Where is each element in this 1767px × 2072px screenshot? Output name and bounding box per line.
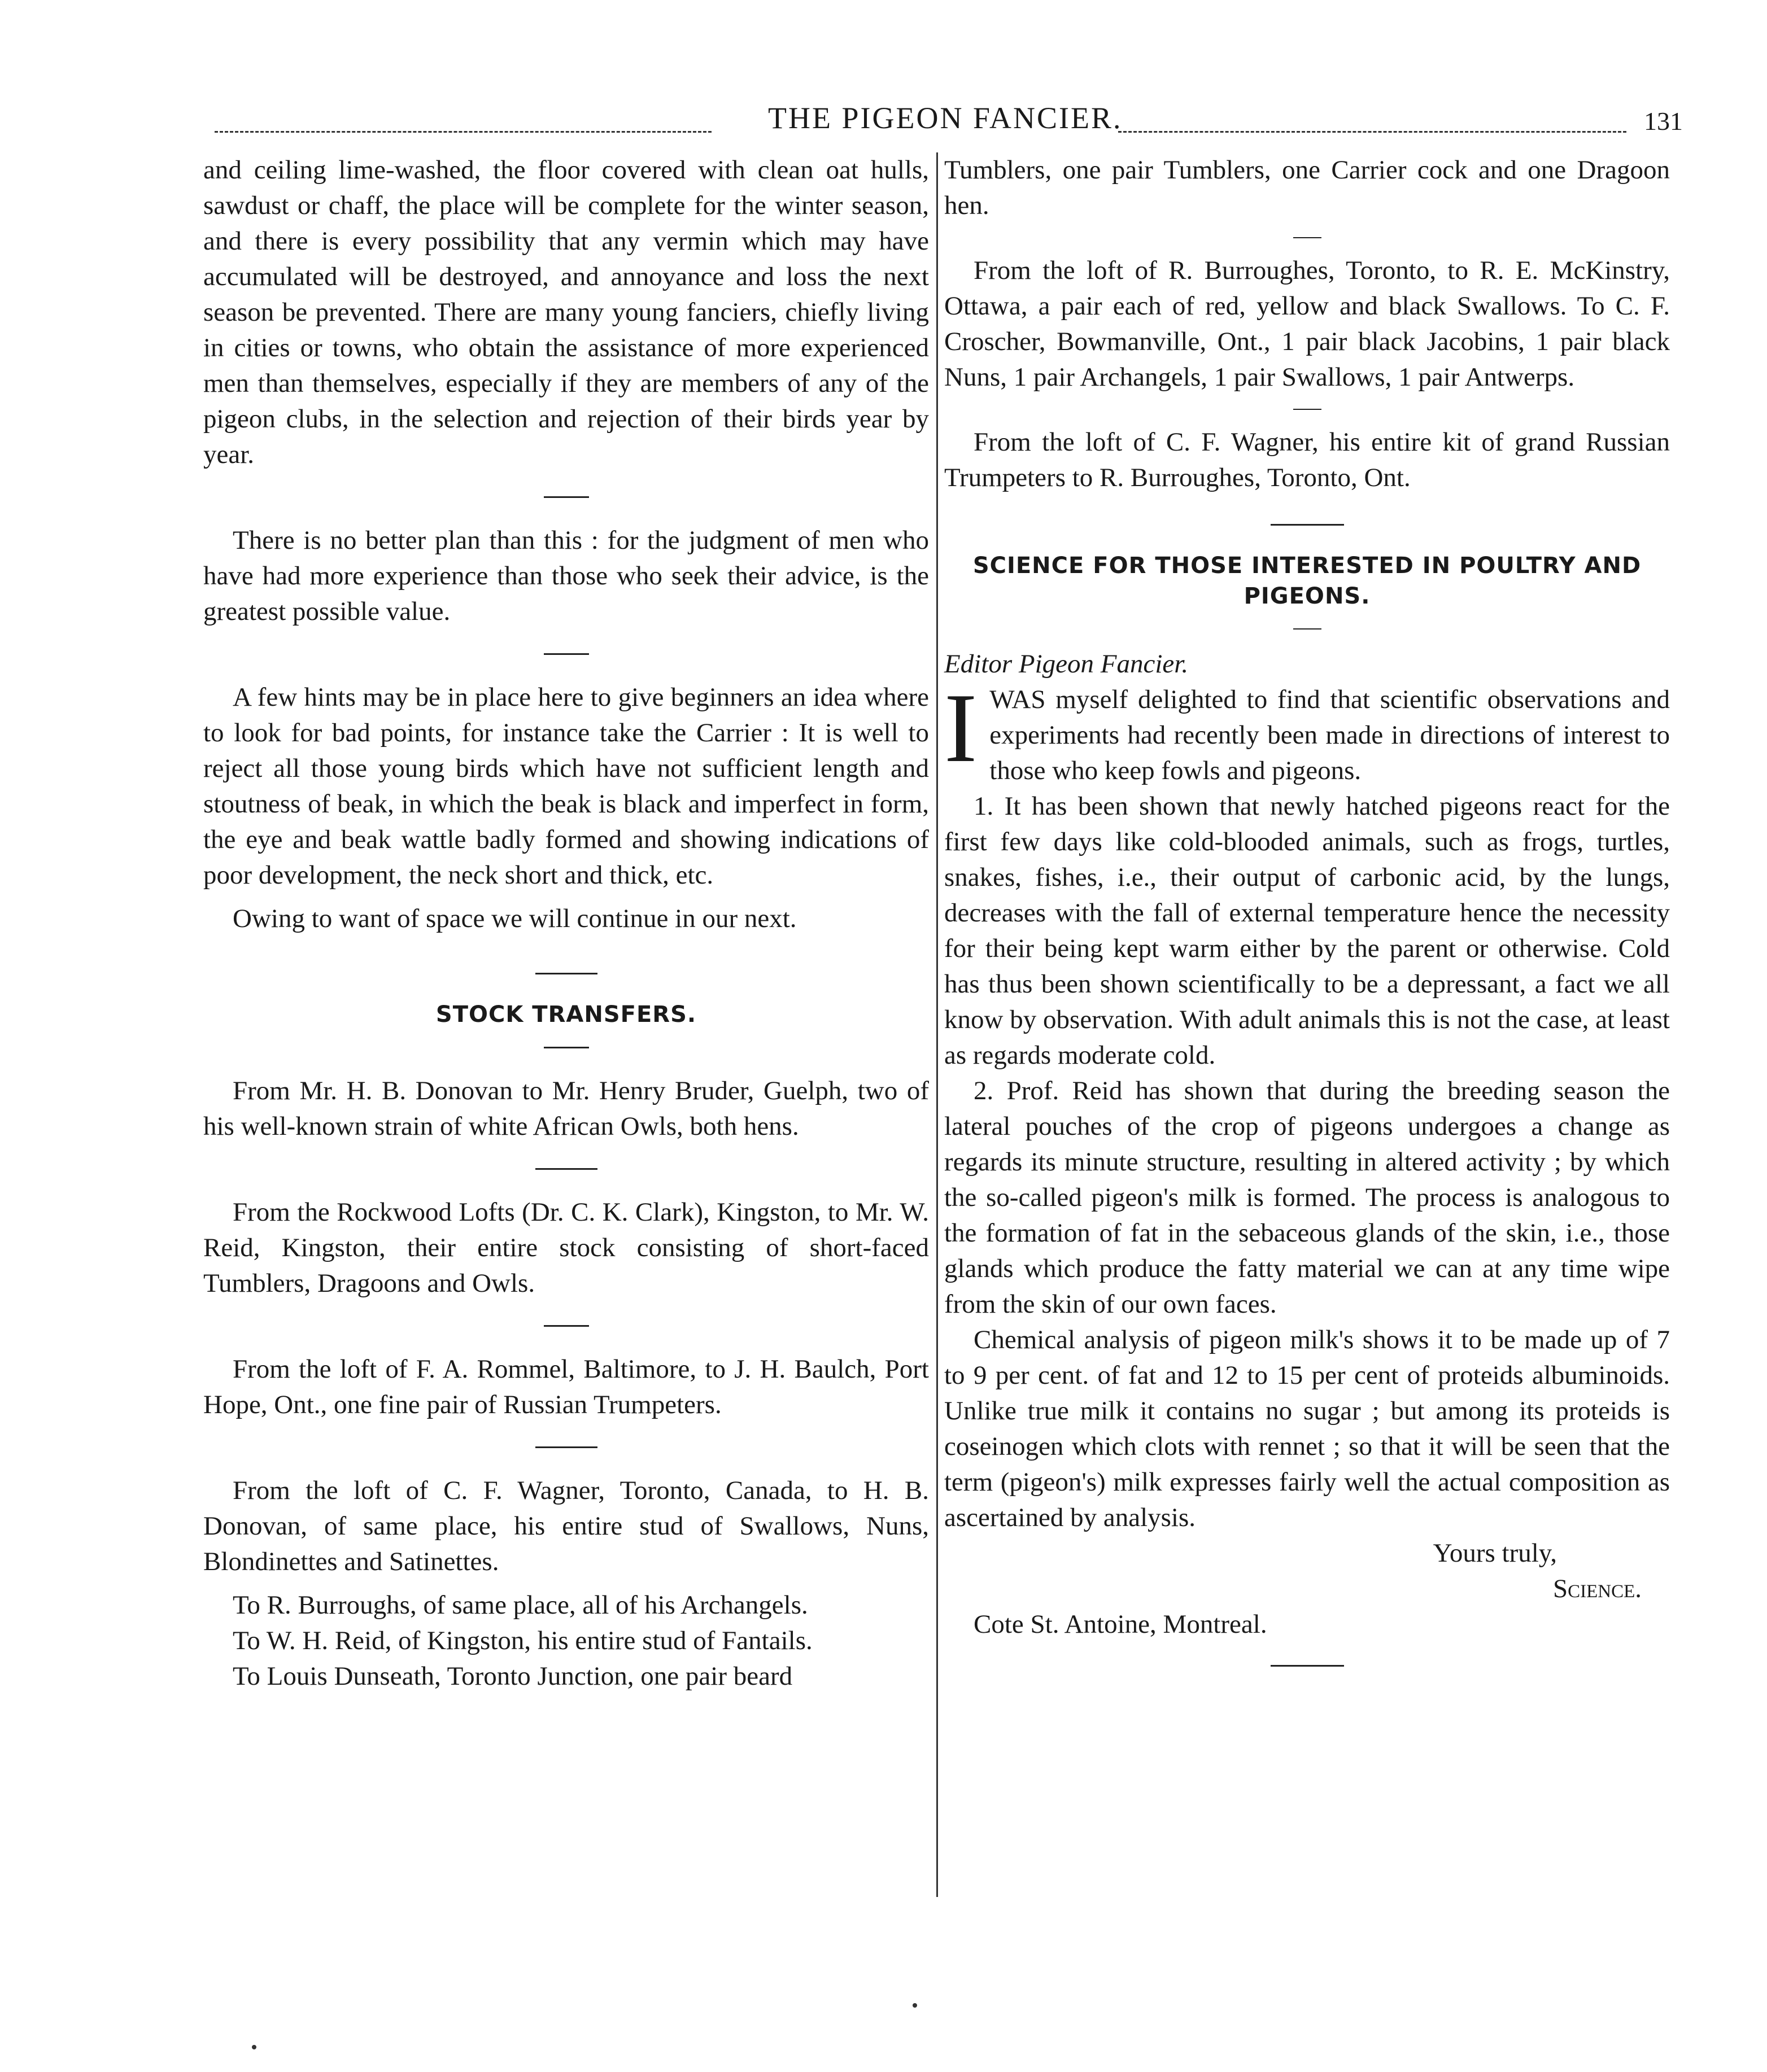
separator-rule [1293,409,1321,410]
transfer-entry: To W. H. Reid, of Kingston, his entire stud of Fantails. [233,1626,813,1655]
right-column [944,152,1670,1691]
separator-rule [1293,237,1321,238]
paragraph: Owing to want of space we will continue in our next. [233,904,797,933]
letter-salutation: Editor Pigeon Fancier. [944,649,1189,679]
page-title: THE PIGEON FANCIER. [768,101,1123,135]
ink-speck [252,2045,256,2049]
separator-rule [1271,1665,1344,1667]
transfer-entry: From Mr. H. B. Donovan to Mr. Henry Bruder, Guelph, two of his well-known strain of white African Owls, both hens. [203,1076,929,1141]
transfer-entry: To Louis Dunseath, Toronto Junction, one pair beard [233,1662,793,1691]
transfer-entry: From the Rockwood Lofts (Dr. C. K. Clark), Kingston, to Mr. W. Reid, Kingston, their entire stock consisting of short-faced Tumblers, Dragoons and Owls. [203,1197,929,1298]
letter-paragraph: Chemical analysis of pigeon milk's shows it to be made up of 7 to 9 per cent. of fat and 12 to 15 per cent of proteids albuminoids. Unlike true milk it contains no sugar ; but among its proteids is coseinogen which clots with rennet ; so that it will be seen that the term (pigeon's) milk expresses fairly well the actual composition as ascertained by analysis. [944,1325,1670,1532]
separator-rule [1293,628,1321,630]
letter-paragraph [944,673,1670,789]
separator-rule [535,1168,597,1170]
letter-signoff: Yours truly, [1433,1538,1557,1568]
transfer-entry: To R. Burroughs, of same place, all of his Archangels. [233,1590,808,1620]
paragraph: A few hints may be in place here to give beginners an idea where to look for bad points, for instance take the Carrier : It is well to reject all those young birds which have not sufficient length and stoutness of beak, in which the beak is black and imperfect in form, the eye and beak wattle badly formed and showing indications of poor development, the neck short and thick, etc. [203,683,929,890]
letter-location: Cote St. Antoine, Montreal. [974,1610,1267,1639]
paragraph: Tumblers, one pair Tumblers, one Carrier cock and one Dragoon hen. [944,155,1670,220]
transfer-entry: From the loft of C. F. Wagner, Toronto, Canada, to H. B. Donovan, of same place, his entire stud of Swallows, Nuns, Blondinettes and Satinettes. [203,1476,929,1576]
header-rule-left [215,131,712,133]
section-heading-science: SCIENCE FOR THOSE INTERESTED IN POULTRY AND PIGEONS. [972,553,1642,609]
separator-rule [544,1325,589,1327]
page-number: 131 [1644,107,1683,135]
section-heading-stock-transfers: STOCK TRANSFERS. [435,1002,697,1028]
page-header [215,96,1683,141]
transfer-entry: From the loft of C. F. Wagner, his entire kit of grand Russian Trumpeters to R. Burroughes, Toronto, Ont. [944,427,1670,492]
paragraph: There is no better plan than this : for the judgment of men who have had more experience than those who seek their advice, is the greatest possible value. [203,526,929,626]
separator-rule [1271,524,1344,526]
separator-rule [544,653,589,655]
letter-paragraph: 2. Prof. Reid has shown that during the breeding season the lateral pouches of the crop of pigeons undergoes a change as regards its minute structure, resulting in altered activity ; by which the so-called pigeon's milk is formed. The process is analogous to the formation of fat in the sebaceous glands of the skin, i.e., those glands which produce the fatty material we can at any time wipe from the skin of our own faces. [944,1076,1670,1319]
letter-signature: Science. [1552,1574,1642,1603]
transfer-entry: From the loft of R. Burroughes, Toronto, to R. E. McKinstry, Ottawa, a pair each of red, yellow and black Swallows. To C. F. Croscher, Bowmanville, Ont., 1 pair black Jacobins, 1 pair black Nuns, 1 pair Archangels, 1 pair Swallows, 1 pair Antwerps. [944,256,1670,392]
letter-paragraph: 1. It has been shown that newly hatched pigeons react for the first few days like cold-blooded animals, such as frogs, turtles, snakes, fishes, i.e., their output of carbonic acid, by the lungs, decreases with the fall of external temperature hence the necessity for their being kept warm either by the parent or otherwise. Cold has thus been shown scientifically to be a depressant, a fact we all know by observation. With adult animals this is not the case, at least as regards moderate cold. [944,792,1670,1070]
ink-speck [913,2003,917,2008]
header-rule-right [1118,131,1626,133]
separator-rule [535,1446,597,1448]
paragraph: and ceiling lime-washed, the floor covered with clean oat hulls, sawdust or chaff, the place will be complete for the winter season, and there is every possibility that any vermin which may have accumulated will be destroyed, and annoyance and loss the next season be prevented. There are many young fanciers, chiefly living in cities or towns, who obtain the assistance of more experienced men than themselves, especially if they are members of any of the pigeon clubs, in the selection and rejection of their birds year by year. [203,155,929,469]
separator-rule [544,496,589,498]
column-divider [936,152,938,1897]
left-column [203,152,929,1694]
letter-opening-text: WAS myself delighted to find that scientific observations and experiments had recently been made in directions of interest to those who keep fowls and pigeons. [989,685,1670,785]
separator-rule [535,973,597,974]
drop-cap: I [944,673,978,783]
separator-rule [544,1047,589,1048]
transfer-entry: From the loft of F. A. Rommel, Baltimore, to J. H. Baulch, Port Hope, Ont., one fine pair of Russian Trumpeters. [203,1354,929,1419]
